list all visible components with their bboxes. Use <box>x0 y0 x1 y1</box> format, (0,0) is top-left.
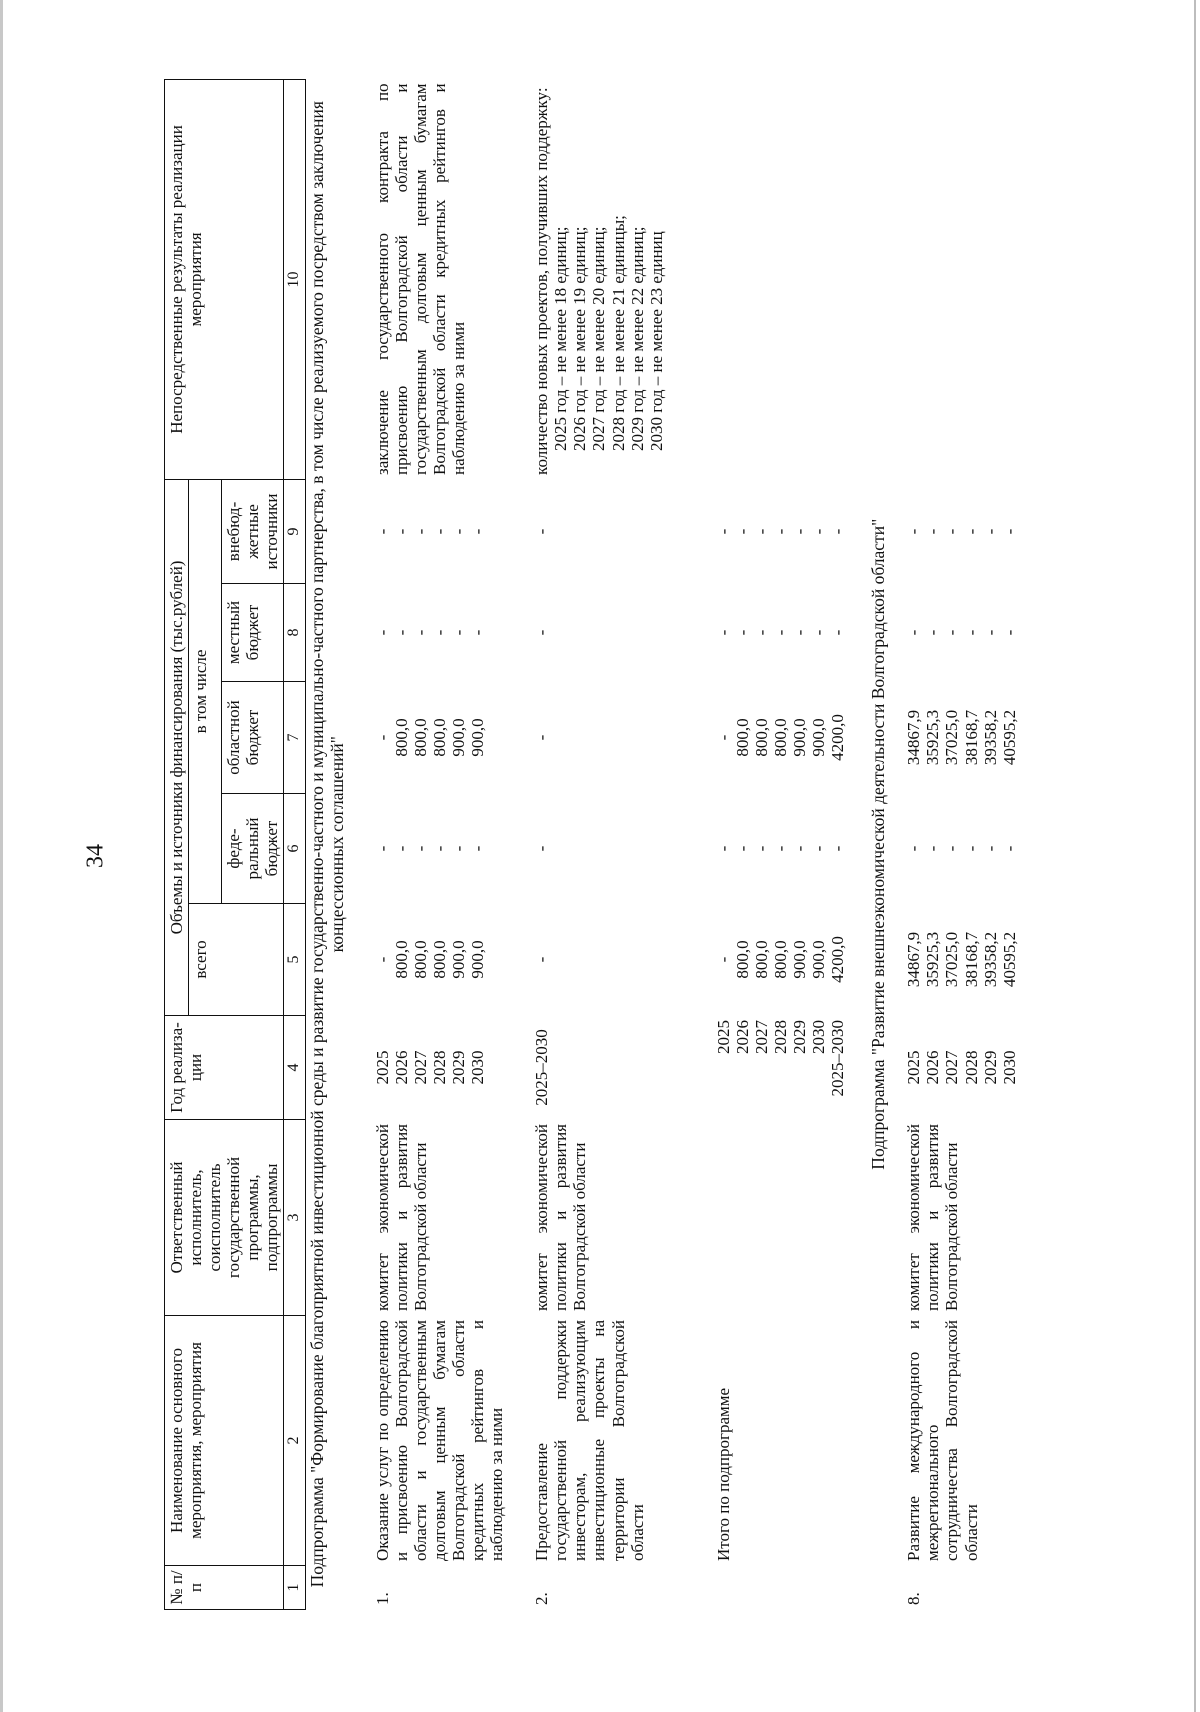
extrabudgetary-cell: - <box>532 528 552 535</box>
results-list-item: 2025 год – не менее 18 единиц; <box>551 226 571 451</box>
amount: - <box>373 845 393 852</box>
amount: - <box>904 528 924 535</box>
amount: - <box>808 845 828 852</box>
federal-cell: - <box>532 845 552 852</box>
local-cell <box>371 584 508 682</box>
amount: - <box>468 629 488 636</box>
amount: - <box>373 629 393 636</box>
amount: - <box>923 528 943 535</box>
amount: 35925,3 <box>923 931 943 988</box>
amount: - <box>980 629 1000 636</box>
program-activities-table <box>164 79 1021 1610</box>
results-list-item: 2030 год – не менее 23 единиц <box>646 231 666 451</box>
amount: 800,0 <box>411 718 431 757</box>
year: 2028 <box>770 1020 790 1054</box>
amount: 900,0 <box>789 940 809 979</box>
amount: 900,0 <box>789 718 809 757</box>
amount: 800,0 <box>732 940 752 979</box>
amount: - <box>827 629 847 636</box>
local-cell <box>902 584 1020 682</box>
total-cell <box>371 904 508 1016</box>
extrabudgetary-cell <box>371 479 508 583</box>
header-results: Непосредственные результаты реализации мероприятия <box>165 79 284 479</box>
amount: - <box>713 845 733 852</box>
amount: - <box>392 845 412 852</box>
amount: - <box>430 629 450 636</box>
amount: 39358,2 <box>980 931 1000 988</box>
extrabudgetary-cell <box>712 479 849 583</box>
year: 2029 <box>980 1050 1000 1085</box>
table-row <box>902 79 1020 1609</box>
amount: - <box>732 845 752 852</box>
amount: - <box>942 845 962 852</box>
amount: 900,0 <box>468 718 488 757</box>
results-cell <box>530 79 667 479</box>
local-cell <box>712 584 849 682</box>
table-row <box>530 79 667 1609</box>
amount: - <box>827 528 847 535</box>
year: 2030 <box>468 1050 488 1085</box>
responsible-executor: комитет экономической политики и развития Волгоградской области <box>373 1124 431 1311</box>
years-cell <box>712 1016 849 1120</box>
amount: - <box>392 629 412 636</box>
year: 2029 <box>449 1050 469 1085</box>
total-cell <box>902 904 1020 1016</box>
amount: - <box>468 528 488 535</box>
year: 2027 <box>751 1020 771 1054</box>
amount: - <box>449 845 469 852</box>
extrabudgetary-cell <box>902 479 1020 583</box>
amount: - <box>468 845 488 852</box>
amount: - <box>751 845 771 852</box>
column-numbers-row <box>284 79 306 1609</box>
regional-cell <box>712 682 849 794</box>
column-number: 3 <box>284 1120 306 1316</box>
header-year: Год реализа-ции <box>165 1016 284 1120</box>
activity-name: Оказание услуг по определению и присвоению Волгоградской области и государственным долговым ценным бумагам Волгоградской области кредитных рейтингов и наблюдению за ними <box>373 1320 507 1561</box>
year: 2025 <box>373 1050 393 1085</box>
page-number: 34 <box>82 844 109 868</box>
responsible-executor: комитет экономической политики и развития Волгоградской области <box>532 1124 590 1311</box>
year: 2028 <box>430 1050 450 1085</box>
table-row-total <box>712 79 849 1609</box>
column-number: 1 <box>284 1566 306 1610</box>
header-including: в том числе <box>189 479 222 903</box>
activity-name: Предоставление государственной поддержки инвесторам, реализующим инвестиционные проекты на территории Волгоградской области <box>532 1320 647 1561</box>
amount: - <box>713 956 733 963</box>
results-cell: заключение государственного контракта по присвоению Волгоградской области и государственным долговым ценным бумагам Волгоградской области кредитных рейтингов и наблюдению за ними <box>373 83 469 475</box>
column-number: 2 <box>284 1316 306 1566</box>
amount: 34867,9 <box>904 931 924 988</box>
amount: 37025,0 <box>942 931 962 988</box>
amount: - <box>999 845 1019 852</box>
amount: 35925,3 <box>923 709 943 766</box>
amount: - <box>373 956 393 963</box>
header-name: Наименование основного мероприятия, мероприятия <box>165 1316 284 1566</box>
amount: - <box>808 629 828 636</box>
regional-cell <box>371 682 508 794</box>
year: 2030 <box>999 1050 1019 1085</box>
federal-cell <box>712 794 849 904</box>
amount: - <box>904 629 924 636</box>
amount: - <box>999 528 1019 535</box>
subprogram-title-row <box>305 79 349 1609</box>
amount: - <box>827 845 847 852</box>
amount: 38168,7 <box>961 931 981 988</box>
amount: - <box>392 528 412 535</box>
results-list-item: 2028 год – не менее 21 единицы; <box>608 215 628 451</box>
years-cell <box>902 1016 1020 1120</box>
year: 2029 <box>789 1020 809 1054</box>
table-row <box>371 79 508 1609</box>
column-number: 10 <box>284 79 306 479</box>
column-number: 7 <box>284 682 306 794</box>
years-cell: 2025–2030 <box>532 1029 552 1106</box>
amount: - <box>923 845 943 852</box>
header-regional: областной бюджет <box>222 682 284 794</box>
amount: 800,0 <box>430 718 450 757</box>
amount: - <box>770 845 790 852</box>
amount: - <box>999 629 1019 636</box>
amount: 800,0 <box>770 718 790 757</box>
amount: - <box>770 528 790 535</box>
regional-cell <box>902 682 1020 794</box>
row-number: 2. <box>532 1592 552 1605</box>
total-label: Итого по подпрограмме <box>713 1387 733 1561</box>
year: 2027 <box>942 1050 962 1085</box>
responsible-executor: комитет экономической политики и развития Волгоградской области <box>904 1124 962 1311</box>
results-list-item: 2027 год – не менее 20 единиц; <box>589 226 609 451</box>
amount: - <box>411 845 431 852</box>
amount: 800,0 <box>751 718 771 757</box>
year: 2026 <box>923 1050 943 1085</box>
amount: 900,0 <box>808 940 828 979</box>
year: 2025 <box>904 1050 924 1085</box>
amount: - <box>713 629 733 636</box>
amount: 800,0 <box>770 940 790 979</box>
amount: 39358,2 <box>980 709 1000 766</box>
amount: 800,0 <box>732 718 752 757</box>
amount: - <box>732 629 752 636</box>
total-cell <box>712 904 849 1016</box>
subprogram-1-title: Подпрограмма "Формирование благоприятной инвестиционной среды и развитие государственно-частного и муниципально-частного партнерства, в том числе реализуемого посредством заключения концессионных соглашений" <box>306 101 347 1588</box>
amount: 4200,0 <box>827 714 847 761</box>
amount: - <box>751 629 771 636</box>
amount: - <box>449 528 469 535</box>
federal-cell <box>902 794 1020 904</box>
amount: - <box>713 528 733 535</box>
amount: - <box>961 528 981 535</box>
amount: 800,0 <box>411 940 431 979</box>
column-number: 4 <box>284 1016 306 1120</box>
column-number: 8 <box>284 584 306 682</box>
federal-cell <box>371 794 508 904</box>
activity-name: Развитие международного и межрегионального сотрудничества Волгоградской области <box>904 1320 981 1561</box>
amount: - <box>713 734 733 741</box>
local-cell: - <box>532 629 552 636</box>
row-number: 8. <box>904 1592 924 1605</box>
header-federal: феде-ральный бюджет <box>222 794 284 904</box>
amount: - <box>732 528 752 535</box>
amount: - <box>411 528 431 535</box>
amount: 4200,0 <box>827 936 847 983</box>
subprogram-title-row <box>849 79 891 1609</box>
amount: - <box>923 629 943 636</box>
total-cell: - <box>532 956 552 963</box>
amount: - <box>904 845 924 852</box>
header-responsible: Ответственный исполнитель, соисполнитель государственной программы, подпрограммы <box>165 1120 284 1316</box>
year: 2027 <box>411 1050 431 1085</box>
amount: 37025,0 <box>942 709 962 766</box>
year: 2025 <box>713 1020 733 1054</box>
amount: 40595,2 <box>999 709 1019 766</box>
amount: 800,0 <box>392 718 412 757</box>
amount: - <box>789 528 809 535</box>
column-number: 5 <box>284 904 306 1016</box>
amount: 900,0 <box>449 940 469 979</box>
column-number: 6 <box>284 794 306 904</box>
amount: - <box>942 629 962 636</box>
column-number: 9 <box>284 479 306 583</box>
amount: 40595,2 <box>999 931 1019 988</box>
amount: - <box>449 629 469 636</box>
header-funding: Объемы и источники финансирования (тыс.рублей) <box>165 479 189 1015</box>
year: 2026 <box>392 1050 412 1085</box>
results-list-item: 2026 год – не менее 19 единиц; <box>570 226 590 451</box>
subprogram-2-title: Подпрограмма "Развитие внешнеэкономической деятельности Волгоградской области" <box>867 518 888 1170</box>
amount: - <box>770 629 790 636</box>
results-intro: количество новых проектов, получивших поддержку: <box>532 87 552 475</box>
results-list-item: 2029 год – не менее 22 единиц; <box>627 226 647 451</box>
header-total: всего <box>189 904 284 1016</box>
amount: 34867,9 <box>904 709 924 766</box>
header-extrabudgetary: внебюд-жетные источники <box>222 479 284 583</box>
amount: - <box>980 528 1000 535</box>
amount: - <box>980 845 1000 852</box>
amount: 900,0 <box>808 718 828 757</box>
amount: - <box>789 845 809 852</box>
amount: 800,0 <box>392 940 412 979</box>
year: 2025–2030 <box>827 1020 847 1097</box>
amount: 800,0 <box>430 940 450 979</box>
amount: - <box>789 629 809 636</box>
amount: - <box>961 845 981 852</box>
amount: - <box>808 528 828 535</box>
amount: - <box>411 629 431 636</box>
regional-cell: - <box>532 734 552 741</box>
row-number: 1. <box>373 1592 393 1605</box>
years-cell <box>371 1016 508 1120</box>
amount: - <box>751 528 771 535</box>
results-list <box>551 83 665 475</box>
amount: 900,0 <box>468 940 488 979</box>
amount: 900,0 <box>449 718 469 757</box>
header-no: № п/п <box>165 1566 284 1610</box>
amount: - <box>373 734 393 741</box>
program-table-wrapper <box>164 80 1021 1610</box>
amount: - <box>961 629 981 636</box>
amount: 800,0 <box>751 940 771 979</box>
header-local: местный бюджет <box>222 584 284 682</box>
year: 2030 <box>808 1020 828 1054</box>
amount: - <box>430 528 450 535</box>
amount: 38168,7 <box>961 709 981 766</box>
amount: - <box>430 845 450 852</box>
amount: - <box>942 528 962 535</box>
year: 2028 <box>961 1050 981 1085</box>
amount: - <box>373 528 393 535</box>
year: 2026 <box>732 1020 752 1054</box>
